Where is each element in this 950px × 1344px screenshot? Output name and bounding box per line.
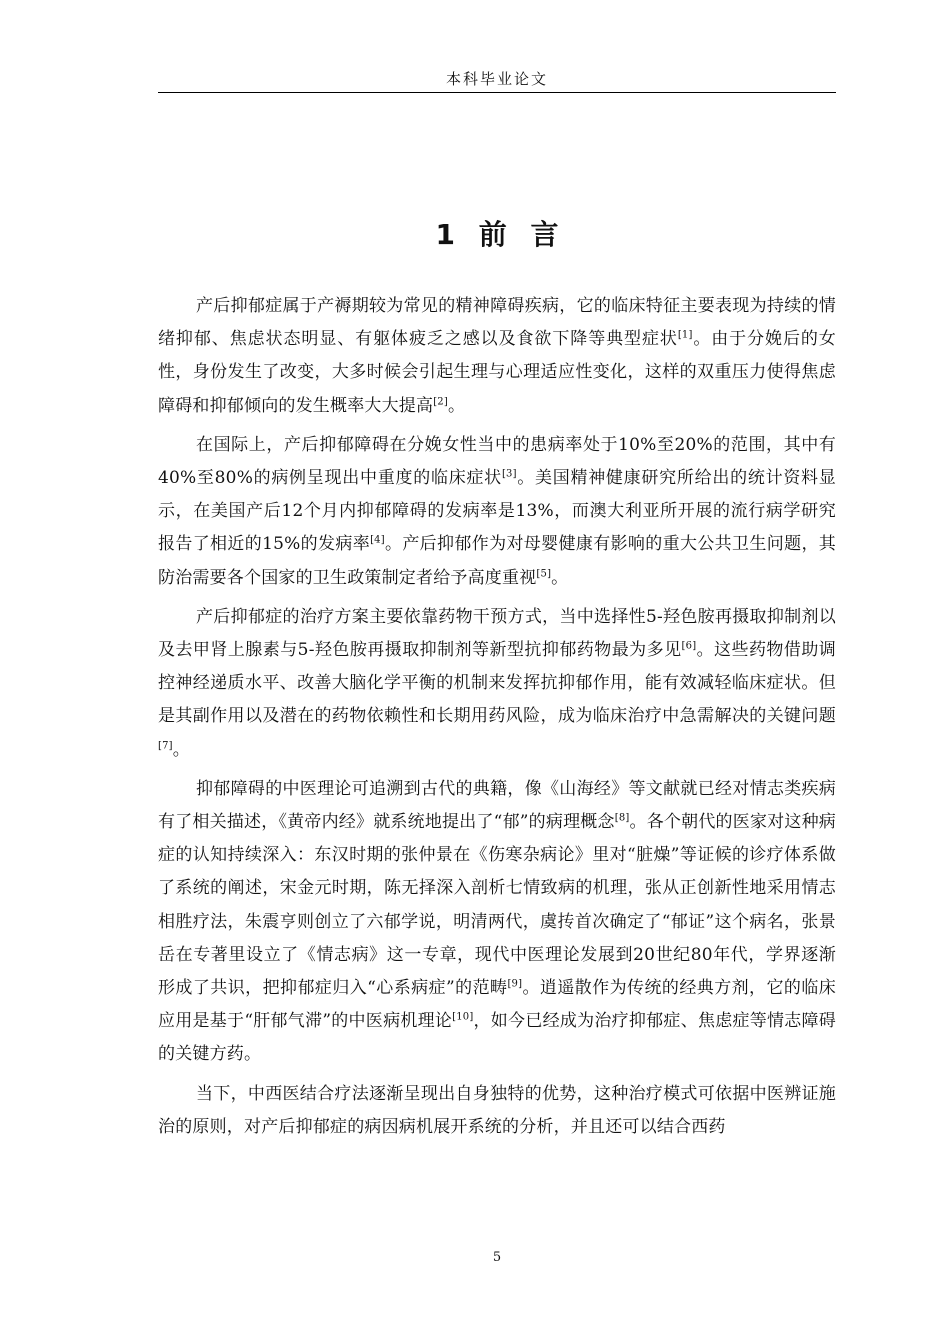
paragraph-text: 当下，中西医结合疗法逐渐呈现出自身独特的优势，这种治疗模式可依据中医辨证施治的原则，对产后抑郁症的病因病机展开系统的分析，并且还可以结合西药 <box>158 1083 836 1137</box>
paragraph-text: 。美国精神健康研究所给出的统计资料显示，在美国产后12个月内抑郁障碍的发病率是13%，而澳大利亚所开展的流行病学研究报告了相近的15%的发病率 <box>158 468 836 555</box>
citation-ref: [10] <box>452 1011 474 1023</box>
citation-ref: [2] <box>433 395 448 407</box>
citation-ref: [9] <box>507 978 523 990</box>
paragraph-text: 。逍遥散作为传统的经典方剂，它的临床应用是基于“肝郁气滞”的中医病机理论 <box>158 978 836 1032</box>
paragraph-text: 。产后抑郁作为对母婴健康有影响的重大公共卫生问题，其防治需要各个国家的卫生政策制定者给予高度重视 <box>158 534 836 588</box>
header-rule <box>158 92 836 93</box>
paragraph-text: 在国际上，产后抑郁障碍在分娩女性当中的患病率处于10%至20%的范围，其中有40%至80%的病例呈现出中重度的临床症状 <box>158 434 836 489</box>
citation-ref: [6] <box>681 640 697 652</box>
citation-ref: [1] <box>677 329 693 341</box>
paragraph-text: 。 <box>172 739 190 760</box>
body-paragraph <box>158 773 836 1072</box>
body-paragraph <box>158 290 836 423</box>
paragraph-text: 。这些药物借助调控神经递质水平、改善大脑化学平衡的机制来发挥抗抑郁作用，能有效减轻临床症状。但是其副作用以及潜在的药物依赖性和长期用药风险，成为临床治疗中急需解决的关键问题 <box>158 640 836 727</box>
paragraph-text: 产后抑郁症的治疗方案主要依靠药物干预方式，当中选择性5-羟色胺再摄取抑制剂以及去甲肾上腺素与5-羟色胺再摄取抑制剂等新型抗抑郁药物最为多见 <box>158 606 836 661</box>
body-paragraph <box>158 1078 836 1144</box>
citation-ref: [5] <box>536 567 552 579</box>
paragraph-text: 。 <box>447 395 466 416</box>
body-paragraph <box>158 429 836 595</box>
citation-ref: [4] <box>370 534 385 546</box>
paragraph-text: 。各个朝代的医家对这种病症的认知持续深入：东汉时期的张仲景在《伤寒杂病论》里对“脏燥”等证候的诊疗体系做了系统的阐述，宋金元时期，陈无择深入剖析七情致病的机理，张从正创新性地采用情志相胜疗法，朱震亨则创立了六郁学说，明清两代，虞抟首次确定了“郁证”这个病名，张景岳在专著里设立了《情志病》这一专章，现代中医理论发展到20世纪80年代，学界逐渐形成了共识，把抑郁症归入“心系病症”的范畴 <box>158 812 837 999</box>
paragraph-text: 。由于分娩后的女性，身份发生了改变，大多时候会引起生理与心理适应性变化，这样的双重压力使得焦虑障碍和抑郁倾向的发生概率大大提高 <box>158 329 836 416</box>
paragraph-text: 抑郁障碍的中医理论可追溯到古代的典籍，像《山海经》等文献就已经对情志类疾病有了相关描述，《黄帝内经》就系统地提出了“郁”的病理概念 <box>158 778 836 833</box>
page-number: 5 <box>492 1250 502 1265</box>
body-text <box>158 290 836 1150</box>
body-paragraph <box>158 601 836 767</box>
running-header: 本科毕业论文 <box>445 70 548 88</box>
chapter-title: 1 前 言 <box>435 218 559 251</box>
citation-ref: [7] <box>158 739 173 751</box>
citation-ref: [3] <box>501 468 517 480</box>
paragraph-text: ，如今已经成为治疗抑郁症、焦虑症等情志障碍的关键方药。 <box>158 1011 837 1065</box>
citation-ref: [8] <box>614 812 630 824</box>
paragraph-text: 。 <box>551 567 569 588</box>
paragraph-text: 产后抑郁症属于产褥期较为常见的精神障碍疾病，它的临床特征主要表现为持续的情绪抑郁、焦虑状态明显、有躯体疲乏之感以及食欲下降等典型症状 <box>158 296 836 350</box>
